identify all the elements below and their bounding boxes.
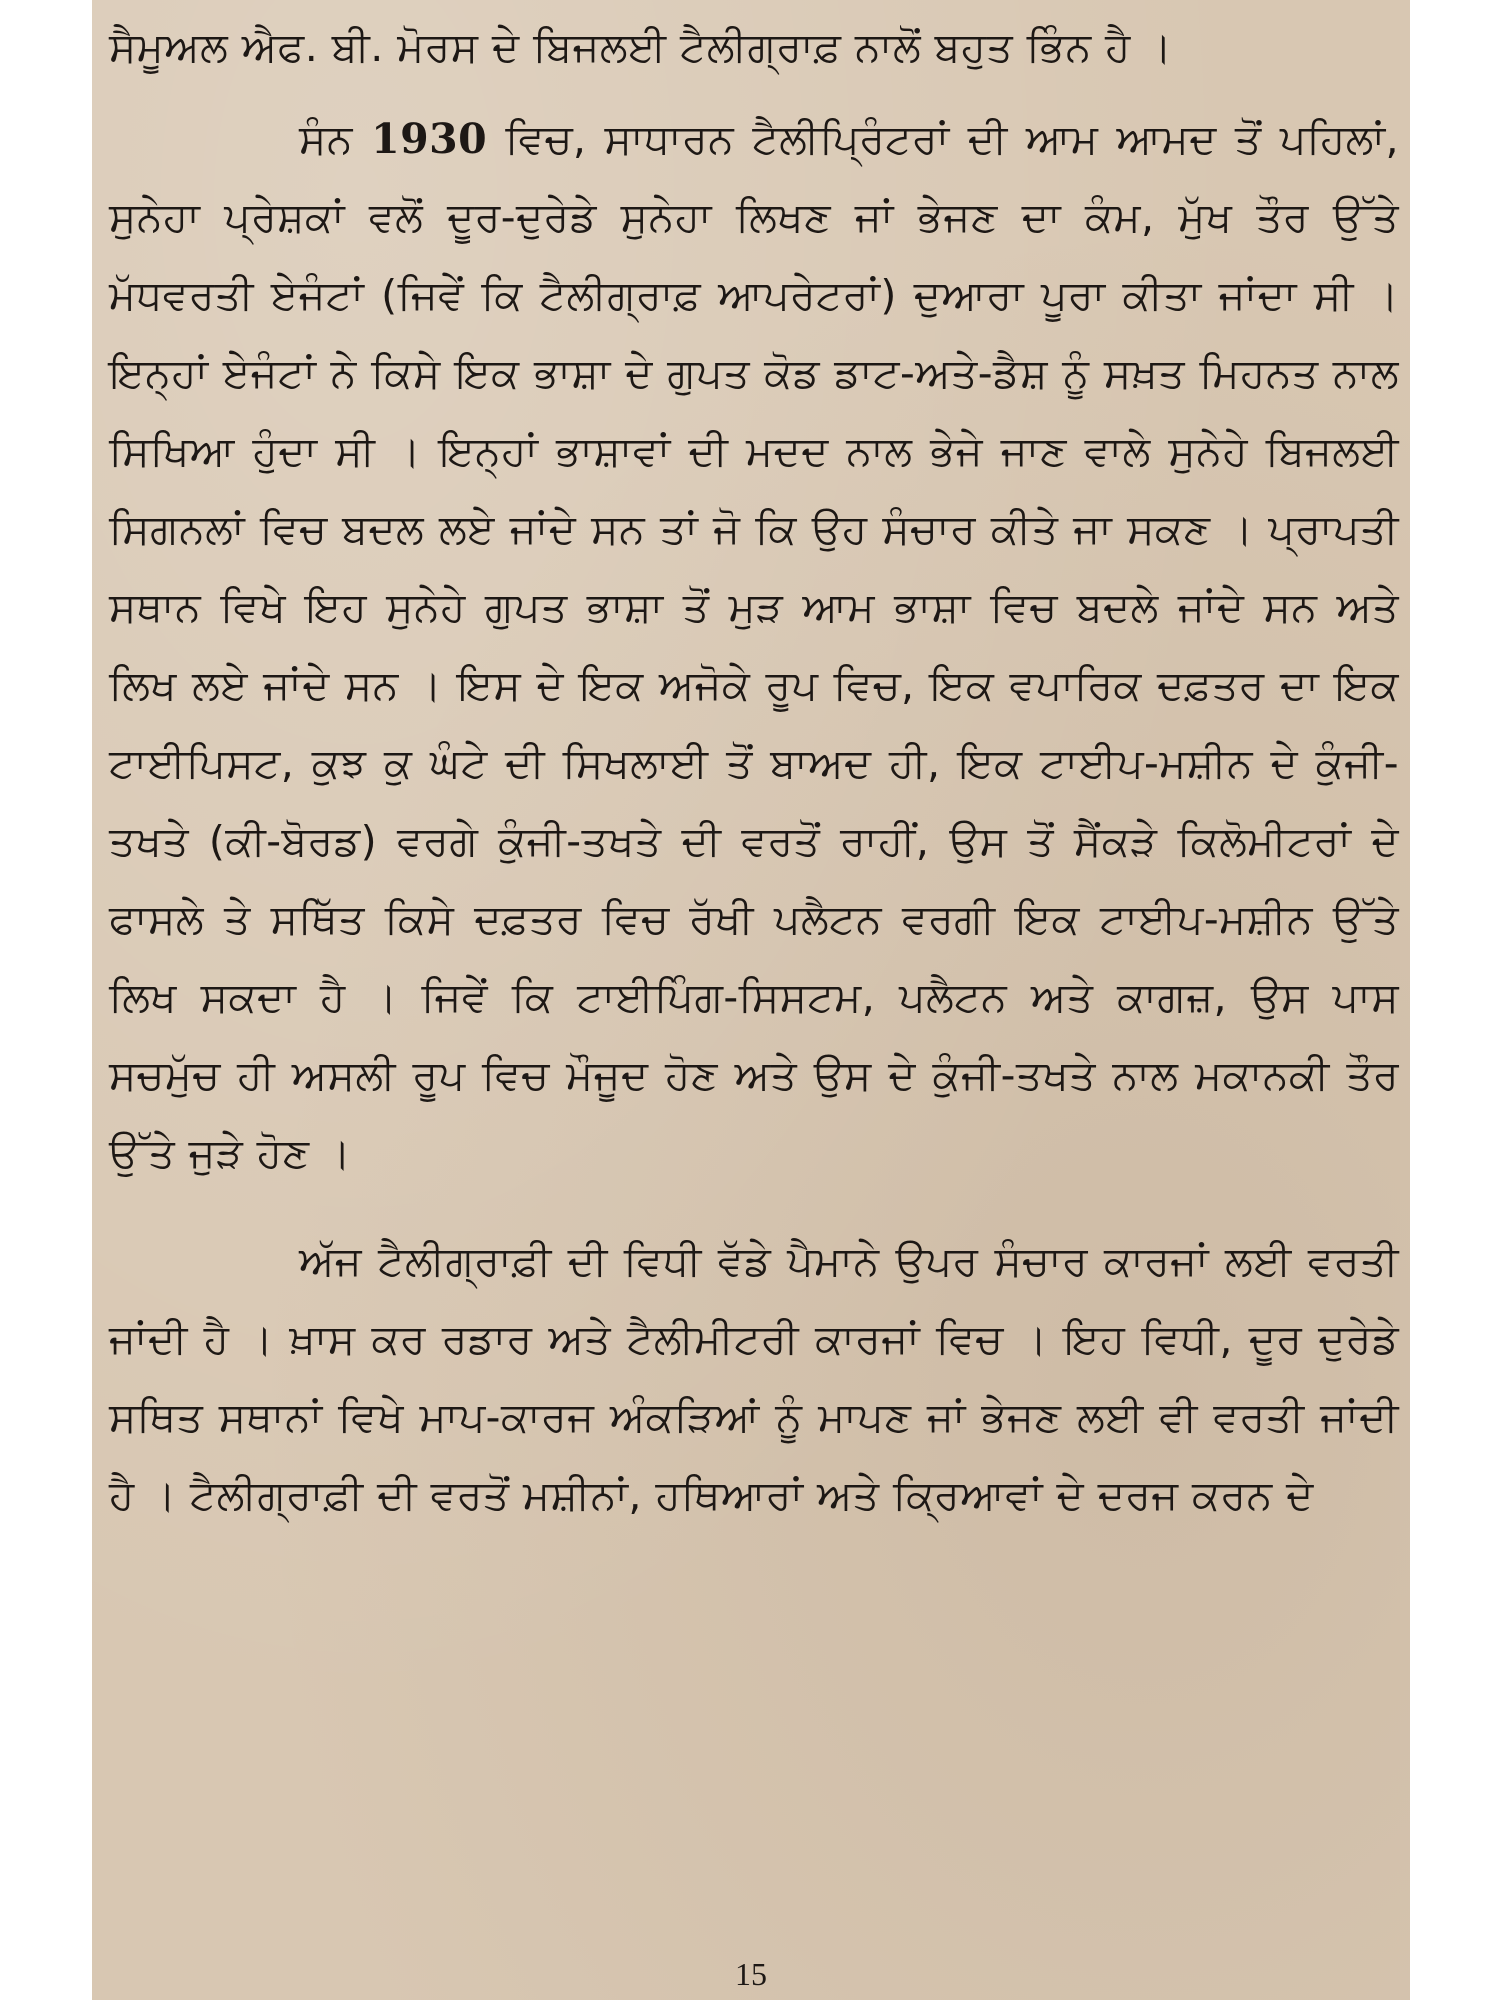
paragraph-teleprinters (109, 100, 1399, 1192)
paragraph-text: ਸੈਮੂਅਲ ਐਫ. ਬੀ. ਮੋਰਸ ਦੇ ਬਿਜਲਈ ਟੈਲੀਗ੍ਰਾਫ਼ ਨਾਲੋਂ ਬਹੁਤ ਭਿੰਨ ਹੈ । (109, 23, 1173, 71)
paragraph-telegraphy-today (109, 1222, 1399, 1534)
page-body-text (109, 8, 1399, 1534)
page-number: 15 (735, 1956, 767, 1992)
paragraph-continued (109, 8, 1399, 86)
paragraph-text: ਅੱਜ ਟੈਲੀਗ੍ਰਾਫ਼ੀ ਦੀ ਵਿਧੀ ਵੱਡੇ ਪੈਮਾਨੇ ਉਪਰ ਸੰਚਾਰ ਕਾਰਜਾਂ ਲਈ ਵਰਤੀ ਜਾਂਦੀ ਹੈ । ਖ਼ਾਸ ਕਰ ਰਡਾਰ ਅਤੇ ਟੈਲੀਮੀਟਰੀ ਕਾਰਜਾਂ ਵਿਚ । ਇਹ ਵਿਧੀ, ਦੂਰ ਦੁਰੇਡੇ ਸਥਿਤ ਸਥਾਨਾਂ ਵਿਖੇ ਮਾਪ-ਕਾਰਜ ਅੰਕੜਿਆਂ ਨੂੰ ਮਾਪਣ ਜਾਂ ਭੇਜਣ ਲਈ ਵੀ ਵਰਤੀ ਜਾਂਦੀ ਹੈ । ਟੈਲੀਗ੍ਰਾਫ਼ੀ ਦੀ ਵਰਤੋਂ ਮਸ਼ੀਨਾਂ, ਹਥਿਆਰਾਂ ਅਤੇ ਕ੍ਰਿਆਵਾਂ ਦੇ ਦਰਜ ਕਰਨ ਦੇ (109, 1237, 1399, 1519)
book-page (92, 0, 1410, 2000)
paragraph-text-rest: ਵਿਚ, ਸਾਧਾਰਨ ਟੈਲੀਪ੍ਰਿੰਟਰਾਂ ਦੀ ਆਮ ਆਮਦ ਤੋਂ ਪਹਿਲਾਂ, ਸੁਨੇਹਾ ਪ੍ਰੇਸ਼ਕਾਂ ਵਲੋਂ ਦੂਰ-ਦੁਰੇਡੇ ਸੁਨੇਹਾ ਲਿਖਣ ਜਾਂ ਭੇਜਣ ਦਾ ਕੰਮ, ਮੁੱਖ ਤੌਰ ਉੱਤੇ ਮੱਧਵਰਤੀ ਏਜੰਟਾਂ (ਜਿਵੇਂ ਕਿ ਟੈਲੀਗ੍ਰਾਫ਼ ਆਪਰੇਟਰਾਂ) ਦੁਆਰਾ ਪੂਰਾ ਕੀਤਾ ਜਾਂਦਾ ਸੀ । ਇਨ੍ਹਾਂ ਏਜੰਟਾਂ ਨੇ ਕਿਸੇ ਇਕ ਭਾਸ਼ਾ ਦੇ ਗੁਪਤ ਕੋਡ ਡਾਟ-ਅਤੇ-ਡੈਸ਼ ਨੂੰ ਸਖ਼ਤ ਮਿਹਨਤ ਨਾਲ ਸਿਖਿਆ ਹੁੰਦਾ ਸੀ । ਇਨ੍ਹਾਂ ਭਾਸ਼ਾਵਾਂ ਦੀ ਮਦਦ ਨਾਲ ਭੇਜੇ ਜਾਣ ਵਾਲੇ ਸੁਨੇਹੇ ਬਿਜਲਈ ਸਿਗਨਲਾਂ ਵਿਚ ਬਦਲ ਲਏ ਜਾਂਦੇ ਸਨ ਤਾਂ ਜੋ ਕਿ ਉਹ ਸੰਚਾਰ ਕੀਤੇ ਜਾ ਸਕਣ । ਪ੍ਰਾਪਤੀ ਸਥਾਨ ਵਿਖੇ ਇਹ ਸੁਨੇਹੇ ਗੁਪਤ ਭਾਸ਼ਾ ਤੋਂ ਮੁੜ ਆਮ ਭਾਸ਼ਾ ਵਿਚ ਬਦਲੇ ਜਾਂਦੇ ਸਨ ਅਤੇ ਲਿਖ ਲਏ ਜਾਂਦੇ ਸਨ । ਇਸ ਦੇ ਇਕ ਅਜੋਕੇ ਰੂਪ ਵਿਚ, ਇਕ ਵਪਾਰਿਕ ਦਫ਼ਤਰ ਦਾ ਇਕ ਟਾਈਪਿਸਟ, ਕੁਝ ਕੁ ਘੰਟੇ ਦੀ ਸਿਖਲਾਈ ਤੋਂ ਬਾਅਦ ਹੀ, ਇਕ ਟਾਈਪ-ਮਸ਼ੀਨ ਦੇ ਕੁੰਜੀ- ਤਖਤੇ (ਕੀ-ਬੋਰਡ) ਵਰਗੇ ਕੁੰਜੀ-ਤਖਤੇ ਦੀ ਵਰਤੋਂ ਰਾਹੀਂ, ਉਸ ਤੋਂ ਸੈਂਕੜੇ ਕਿਲੋਮੀਟਰਾਂ ਦੇ ਫਾਸਲੇ ਤੇ ਸਥਿੱਤ ਕਿਸੇ ਦਫ਼ਤਰ ਵਿਚ ਰੱਖੀ ਪਲੈਟਨ ਵਰਗੀ ਇਕ ਟਾਈਪ-ਮਸ਼ੀਨ ਉੱਤੇ ਲਿਖ ਸਕਦਾ ਹੈ । ਜਿਵੇਂ ਕਿ ਟਾਈਪਿੰਗ-ਸਿਸਟਮ, ਪਲੈਟਨ ਅਤੇ ਕਾਗਜ਼, ਉਸ ਪਾਸ ਸਚਮੁੱਚ ਹੀ ਅਸਲੀ ਰੂਪ ਵਿਚ ਮੌਜੂਦ ਹੋਣ ਅਤੇ ਉਸ ਦੇ ਕੁੰਜੀ-ਤਖਤੇ ਨਾਲ ਮਕਾਨਕੀ ਤੌਰ ਉੱਤੇ ਜੁੜੇ ਹੋਣ । (109, 115, 1399, 1177)
year-highlight: 1930 (371, 115, 488, 163)
paragraph-text-start: ਸੰਨ (299, 115, 372, 163)
